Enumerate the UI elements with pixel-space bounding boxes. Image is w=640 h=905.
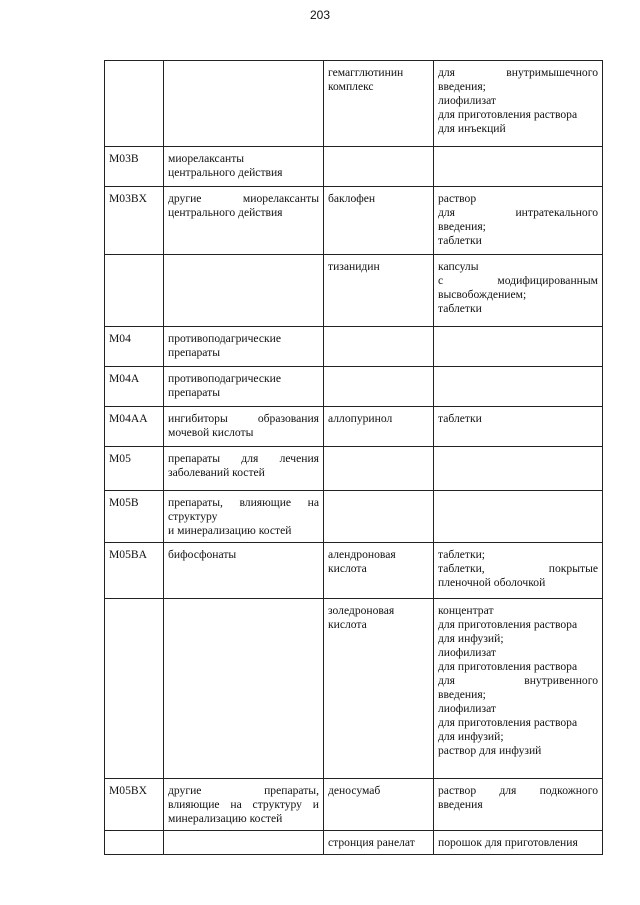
- atc-code: M05BX: [109, 784, 148, 797]
- drug-name: тизанидин: [328, 260, 380, 273]
- drug-name: кислота: [328, 618, 367, 631]
- group-cell: [164, 543, 324, 599]
- atc-code-cell: [105, 543, 164, 599]
- dosage-form-cell: [434, 447, 603, 491]
- drug-name: деносумаб: [328, 784, 381, 797]
- dosage-form-cell: [434, 831, 603, 855]
- atc-code-cell: [105, 491, 164, 543]
- drug-name: гемагглютинин: [328, 66, 404, 79]
- page-number: 203: [309, 8, 331, 22]
- group-text: препараты для лечения: [168, 452, 319, 465]
- group-text: препараты: [168, 346, 220, 359]
- dosage-form-cell: [434, 779, 603, 831]
- dosage-form-cell: [434, 599, 603, 779]
- drug-name-cell: [324, 147, 434, 187]
- table-row: [105, 831, 603, 855]
- drug-name-cell: [324, 187, 434, 255]
- dosage-form: для инфузий;: [438, 632, 504, 645]
- dosage-form: порошок для приготовления: [438, 836, 578, 849]
- dosage-form: для инъекций: [438, 122, 506, 135]
- group-text: миорелаксанты: [168, 152, 245, 165]
- group-cell: [164, 367, 324, 407]
- group-text: мочевой кислоты: [168, 426, 254, 439]
- table-row: [105, 61, 603, 147]
- drug-name: золедроновая: [328, 604, 395, 617]
- dosage-form: таблетки, покрытые: [438, 562, 598, 575]
- group-text: влияющие на структуру и: [168, 798, 319, 811]
- table-row: [105, 367, 603, 407]
- dosage-form: высвобождением;: [438, 288, 527, 301]
- dosage-form: для приготовления раствора: [438, 660, 578, 673]
- drug-name-cell: [324, 61, 434, 147]
- dosage-form: введения;: [438, 220, 486, 233]
- dosage-form-cell: [434, 491, 603, 543]
- dosage-form: введения: [438, 798, 483, 811]
- atc-code-cell: [105, 367, 164, 407]
- drug-name-cell: [324, 491, 434, 543]
- dosage-form: лиофилизат: [438, 646, 496, 659]
- group-text: противоподагрические: [168, 372, 281, 385]
- table-row: [105, 779, 603, 831]
- drug-name-cell: [324, 599, 434, 779]
- drug-table: [104, 60, 603, 855]
- dosage-form: для внутримышечного: [438, 66, 598, 79]
- table-row: [105, 327, 603, 367]
- drug-name: кислота: [328, 562, 367, 575]
- atc-code: M05BA: [109, 548, 148, 561]
- group-text: препараты, влияющие на: [168, 496, 319, 509]
- dosage-form-cell: [434, 327, 603, 367]
- dosage-form-cell: [434, 255, 603, 327]
- atc-code-cell: [105, 831, 164, 855]
- dosage-form: для интратекального: [438, 206, 598, 219]
- group-text: минерализацию костей: [168, 812, 283, 825]
- table-row: [105, 491, 603, 543]
- drug-name-cell: [324, 779, 434, 831]
- group-cell: [164, 255, 324, 327]
- drug-name-cell: [324, 831, 434, 855]
- table-row: [105, 255, 603, 327]
- dosage-form-cell: [434, 147, 603, 187]
- table-row: [105, 407, 603, 447]
- dosage-form-cell: [434, 407, 603, 447]
- atc-code: M03B: [109, 152, 139, 165]
- group-text: препараты: [168, 386, 220, 399]
- dosage-form: таблетки: [438, 412, 482, 425]
- group-cell: [164, 599, 324, 779]
- dosage-form: для внутривенного: [438, 674, 598, 687]
- drug-name-cell: [324, 407, 434, 447]
- table-row: [105, 187, 603, 255]
- group-text: и минерализацию костей: [168, 524, 292, 537]
- dosage-form: для приготовления раствора: [438, 618, 578, 631]
- dosage-form-cell: [434, 367, 603, 407]
- table-row: [105, 599, 603, 779]
- drug-name-cell: [324, 367, 434, 407]
- atc-code-cell: [105, 147, 164, 187]
- table-body: [105, 61, 603, 855]
- group-text: заболеваний костей: [168, 466, 265, 479]
- atc-code-cell: [105, 599, 164, 779]
- drug-name-cell: [324, 255, 434, 327]
- dosage-form: лиофилизат: [438, 94, 496, 107]
- group-cell: [164, 491, 324, 543]
- drug-name: стронция ранелат: [328, 836, 415, 849]
- dosage-form: лиофилизат: [438, 702, 496, 715]
- dosage-form: пленочной оболочкой: [438, 576, 546, 589]
- dosage-form: введения;: [438, 688, 486, 701]
- dosage-form: для инфузий;: [438, 730, 504, 743]
- dosage-form-cell: [434, 187, 603, 255]
- group-text: центрального действия: [168, 206, 283, 219]
- atc-code: M04A: [109, 372, 140, 385]
- dosage-form: таблетки: [438, 234, 482, 247]
- drug-name: аллопуринол: [328, 412, 393, 425]
- atc-code-cell: [105, 779, 164, 831]
- group-text: центрального действия: [168, 166, 283, 179]
- group-cell: [164, 187, 324, 255]
- atc-code: M04AA: [109, 412, 148, 425]
- atc-code: M03BX: [109, 192, 148, 205]
- dosage-form: раствор для подкожного: [438, 784, 598, 797]
- atc-code-cell: [105, 187, 164, 255]
- dosage-form: для приготовления раствора: [438, 716, 578, 729]
- dosage-form: концентрат: [438, 604, 494, 617]
- dosage-form: капсулы: [438, 260, 479, 273]
- drug-name: баклофен: [328, 192, 376, 205]
- group-text: другие миорелаксанты: [168, 192, 319, 205]
- atc-code-cell: [105, 447, 164, 491]
- drug-name-cell: [324, 447, 434, 491]
- dosage-form: введения;: [438, 80, 486, 93]
- group-text: ингибиторы образования: [168, 412, 319, 425]
- group-cell: [164, 147, 324, 187]
- group-cell: [164, 407, 324, 447]
- group-cell: [164, 327, 324, 367]
- atc-code-cell: [105, 327, 164, 367]
- dosage-form: с модифицированным: [438, 274, 598, 287]
- table-row: [105, 447, 603, 491]
- group-text: структуру: [168, 510, 218, 523]
- group-cell: [164, 831, 324, 855]
- table-row: [105, 147, 603, 187]
- atc-code: M04: [109, 332, 131, 345]
- group-text: другие препараты,: [168, 784, 319, 797]
- drug-name: комплекс: [328, 80, 374, 93]
- dosage-form: раствор для инфузий: [438, 744, 542, 757]
- group-cell: [164, 779, 324, 831]
- drug-name-cell: [324, 543, 434, 599]
- dosage-form: таблетки;: [438, 548, 486, 561]
- group-cell: [164, 447, 324, 491]
- atc-code: M05: [109, 452, 131, 465]
- atc-code-cell: [105, 61, 164, 147]
- drug-name: алендроновая: [328, 548, 396, 561]
- atc-code-cell: [105, 255, 164, 327]
- dosage-form: раствор: [438, 192, 477, 205]
- atc-code: M05B: [109, 496, 139, 509]
- drug-name-cell: [324, 327, 434, 367]
- table-row: [105, 543, 603, 599]
- dosage-form: таблетки: [438, 302, 482, 315]
- dosage-form: для приготовления раствора: [438, 108, 578, 121]
- atc-code-cell: [105, 407, 164, 447]
- group-cell: [164, 61, 324, 147]
- group-text: бифосфонаты: [168, 548, 237, 561]
- group-text: противоподагрические: [168, 332, 281, 345]
- dosage-form-cell: [434, 543, 603, 599]
- dosage-form-cell: [434, 61, 603, 147]
